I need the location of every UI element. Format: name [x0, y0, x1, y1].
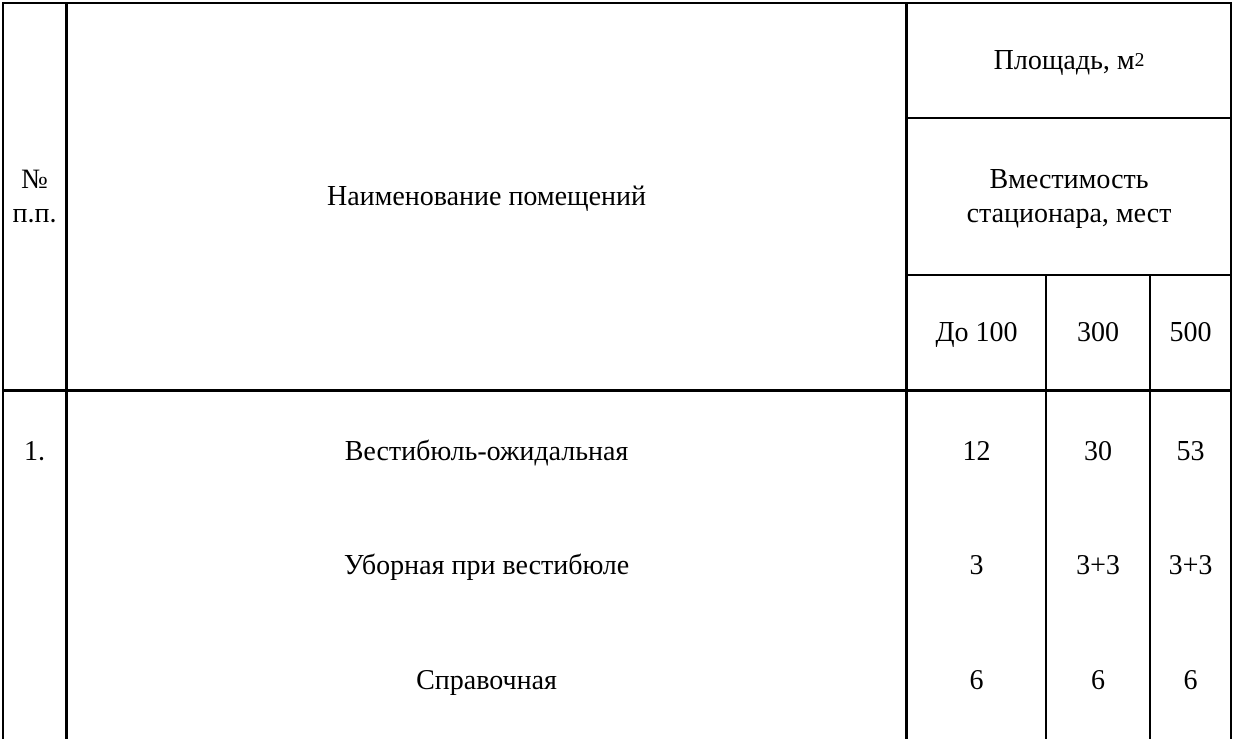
row-3-value-100: 6: [969, 665, 984, 697]
header-area: Площадь, м 2: [993, 44, 1145, 76]
header-room-name: Наименование помещений: [327, 180, 646, 212]
row-2-number: [4, 536, 65, 596]
row-3-number: [4, 651, 65, 711]
row-1-name: Вестибюль-ожидальная: [344, 436, 629, 468]
area-label: Площадь, м: [993, 44, 1135, 76]
row-3-value-500: 6: [1183, 665, 1198, 697]
row-2-value-300: 3+3: [1076, 550, 1120, 582]
row-1-number: 1.: [24, 436, 45, 468]
row-1-value-300: 30: [1084, 436, 1112, 468]
row-1-value-500: 53: [1176, 436, 1205, 468]
header-number: № п.п.: [12, 163, 57, 229]
row-2-name: Уборная при вестибюле: [343, 550, 630, 582]
header-capacity: Вместимость стационара, мест: [966, 163, 1172, 229]
header-capacity-100: До 100: [935, 316, 1018, 348]
header-capacity-500: 500: [1169, 316, 1212, 348]
row-2-value-500: 3+3: [1168, 550, 1213, 582]
header-capacity-300: 300: [1077, 316, 1119, 348]
row-3-value-300: 6: [1091, 665, 1105, 697]
row-3-name: Справочная: [416, 665, 557, 697]
row-2-value-100: 3: [969, 550, 984, 582]
border-right: [1230, 2, 1232, 739]
divider-header-body: [2, 389, 1232, 392]
row-1-value-100: 12: [962, 436, 991, 468]
